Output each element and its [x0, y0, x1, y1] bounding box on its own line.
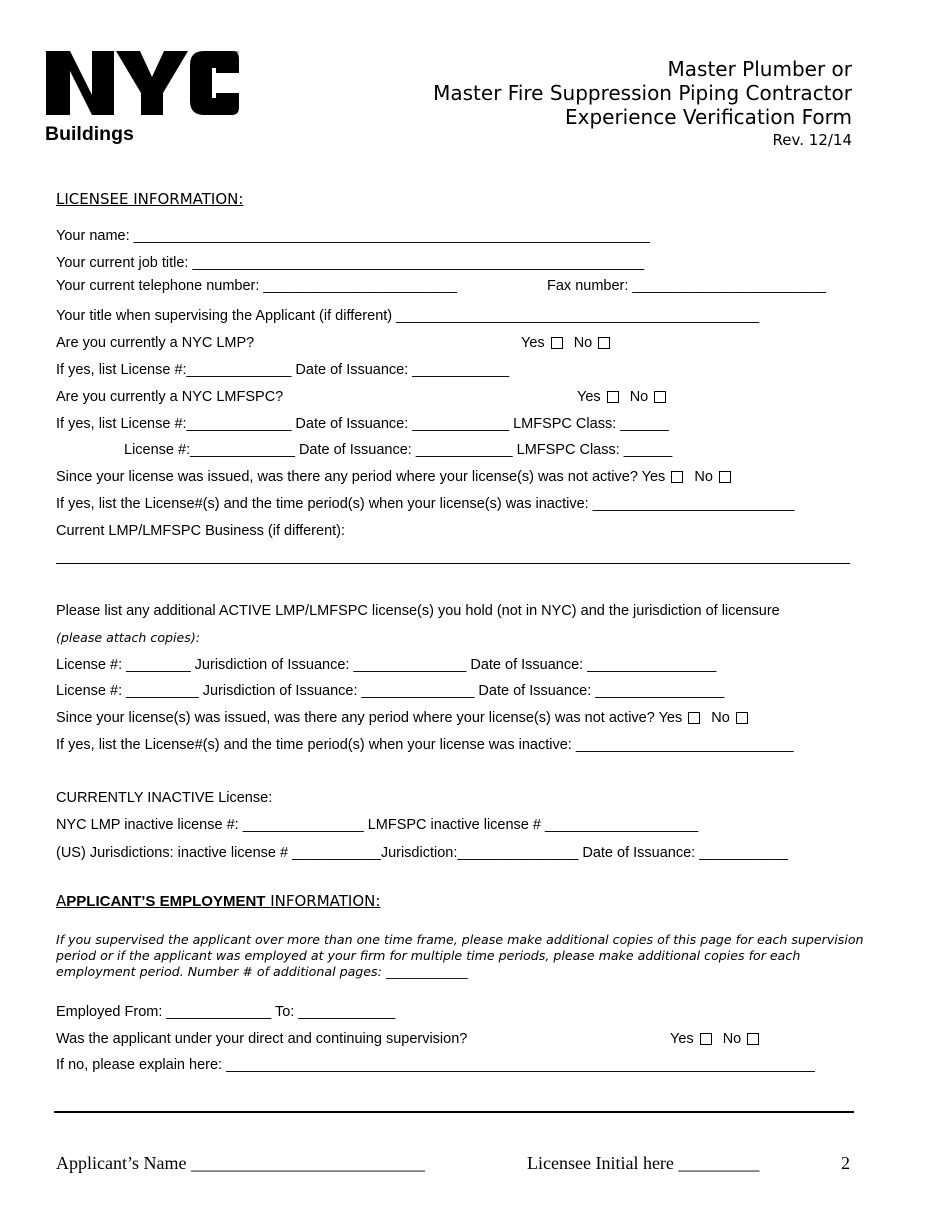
yes-label: Yes [521, 335, 545, 351]
inactive-period-field[interactable]: If yes, list the License#(s) and the time period(s) when your license(s) was inactive: _________________________ [56, 496, 795, 512]
lmp-license-field[interactable]: If yes, list License #:_____________ Date of Issuance: ____________ [56, 362, 510, 378]
supervision-yes-checkbox[interactable] [700, 1033, 712, 1045]
explain-field[interactable]: If no, please explain here: _________________________________________________________________________ [56, 1057, 815, 1073]
current-business-label: Current LMP/LMFSPC Business (if different): [56, 523, 346, 539]
form-title-line1: Master Plumber or [667, 57, 852, 81]
additional-inactive-question [56, 710, 748, 727]
nyc-lmp-question: Are you currently a NYC LMP? [56, 335, 255, 351]
lmfspc-no-checkbox[interactable] [654, 391, 666, 403]
yes-label: Yes [670, 1031, 694, 1047]
yes-label: Yes [577, 389, 601, 405]
logo-buildings-text: Buildings [45, 123, 134, 145]
lmp-no-checkbox[interactable] [598, 337, 610, 349]
additional-inactive-no-checkbox[interactable] [736, 712, 748, 724]
employed-dates-field[interactable]: Employed From: _____________ To: ____________ [56, 1004, 396, 1020]
lmfspc-license-field-1[interactable]: If yes, list License #:_____________ Date of Issuance: ____________ LMFSPC Class: ______ [56, 416, 669, 432]
supervision-yes-no [670, 1031, 759, 1048]
nyc-lmfspc-question: Are you currently a NYC LMFSPC? [56, 389, 284, 405]
employment-section-heading [56, 892, 380, 910]
applicant-name-field[interactable]: Applicant’s Name __________________________ [56, 1153, 425, 1173]
nyc-inactive-license-row[interactable]: NYC LMP inactive license #: _______________ LMFSPC inactive license # ___________________ [56, 817, 699, 833]
heading-bold: PPLICANT’S EMPLOYMENT [66, 893, 266, 910]
additional-license-row-1[interactable]: License #: ________ Jurisdiction of Issuance: ______________ Date of Issuance: ________________ [56, 657, 717, 673]
job-title-field[interactable]: Your current job title: ________________________________________________________ [56, 255, 645, 271]
additional-inactive-yes-checkbox[interactable] [688, 712, 700, 724]
licensee-name-field[interactable]: Your name: ________________________________________________________________ [56, 228, 650, 244]
no-label: No [722, 1031, 742, 1047]
lmfspc-yes-checkbox[interactable] [607, 391, 619, 403]
telephone-field[interactable]: Your current telephone number: ________________________ [56, 278, 457, 294]
inactive-license-heading: CURRENTLY INACTIVE License: [56, 790, 273, 806]
additional-inactive-period-field[interactable]: If yes, list the License#(s) and the time period(s) when your license was inactive: ___________________________ [56, 737, 794, 753]
additional-inactive-question-text: Since your license(s) was issued, was there any period where your license(s) was not active? Yes [56, 710, 683, 726]
licensee-section-heading: LICENSEE INFORMATION: [56, 190, 244, 208]
form-title-line2: Master Fire Suppression Piping Contractor [433, 81, 852, 105]
us-inactive-license-row[interactable]: (US) Jurisdictions: inactive license # ___________Jurisdiction:_______________ Date of Issuance: ___________ [56, 845, 788, 861]
attach-copies-note: (please attach copies): [56, 630, 200, 645]
heading-initial: A [56, 892, 67, 910]
fax-field[interactable]: Fax number: ________________________ [547, 278, 826, 294]
nyc-buildings-logo [44, 47, 244, 147]
inactive-yes-checkbox[interactable] [671, 471, 683, 483]
additional-license-row-2[interactable]: License #: _________ Jurisdiction of Issuance: ______________ Date of Issuance: ________________ [56, 683, 725, 699]
trademark-symbol: ™ [233, 51, 239, 57]
current-business-line[interactable] [56, 563, 850, 564]
supervision-no-checkbox[interactable] [747, 1033, 759, 1045]
license-inactive-question [56, 469, 731, 486]
form-title-line3: Experience Verification Form [564, 105, 852, 129]
footer-divider [54, 1111, 854, 1113]
heading-rest: INFORMATION: [265, 892, 381, 910]
lmp-yes-checkbox[interactable] [551, 337, 563, 349]
no-label: No [711, 710, 730, 726]
additional-pages-field[interactable]: employment period. Number # of additional pages: _____________ [56, 964, 468, 979]
inactive-no-checkbox[interactable] [719, 471, 731, 483]
nyc-lmp-yes-no [521, 335, 610, 352]
additional-licenses-prompt: Please list any additional ACTIVE LMP/LMFSPC license(s) you hold (not in NYC) and the jurisdiction of licensure [56, 603, 780, 619]
lmfspc-license-field-2[interactable]: License #:_____________ Date of Issuance: ____________ LMFSPC Class: ______ [124, 442, 673, 458]
employment-note-line1: If you supervised the applicant over more than one time frame, please make additional copies of this page for each supervision [56, 932, 864, 947]
licensee-initial-field[interactable]: Licensee Initial here _________ [527, 1153, 760, 1173]
supervision-question: Was the applicant under your direct and continuing supervision? [56, 1031, 468, 1047]
no-label: No [573, 335, 593, 351]
no-label: No [694, 469, 713, 485]
supervising-title-field[interactable]: Your title when supervising the Applicant (if different) _____________________________________________ [56, 308, 760, 324]
revision-label: Rev. 12/14 [772, 131, 852, 149]
license-inactive-question-text: Since your license was issued, was there any period where your license(s) was not active? Yes [56, 469, 666, 485]
page-number: 2 [841, 1153, 850, 1173]
employment-note-line2: period or if the applicant was employed at your firm for multiple time periods, please make additional copies for each [56, 948, 801, 963]
no-label: No [629, 389, 649, 405]
nyc-lmfspc-yes-no [577, 389, 666, 406]
